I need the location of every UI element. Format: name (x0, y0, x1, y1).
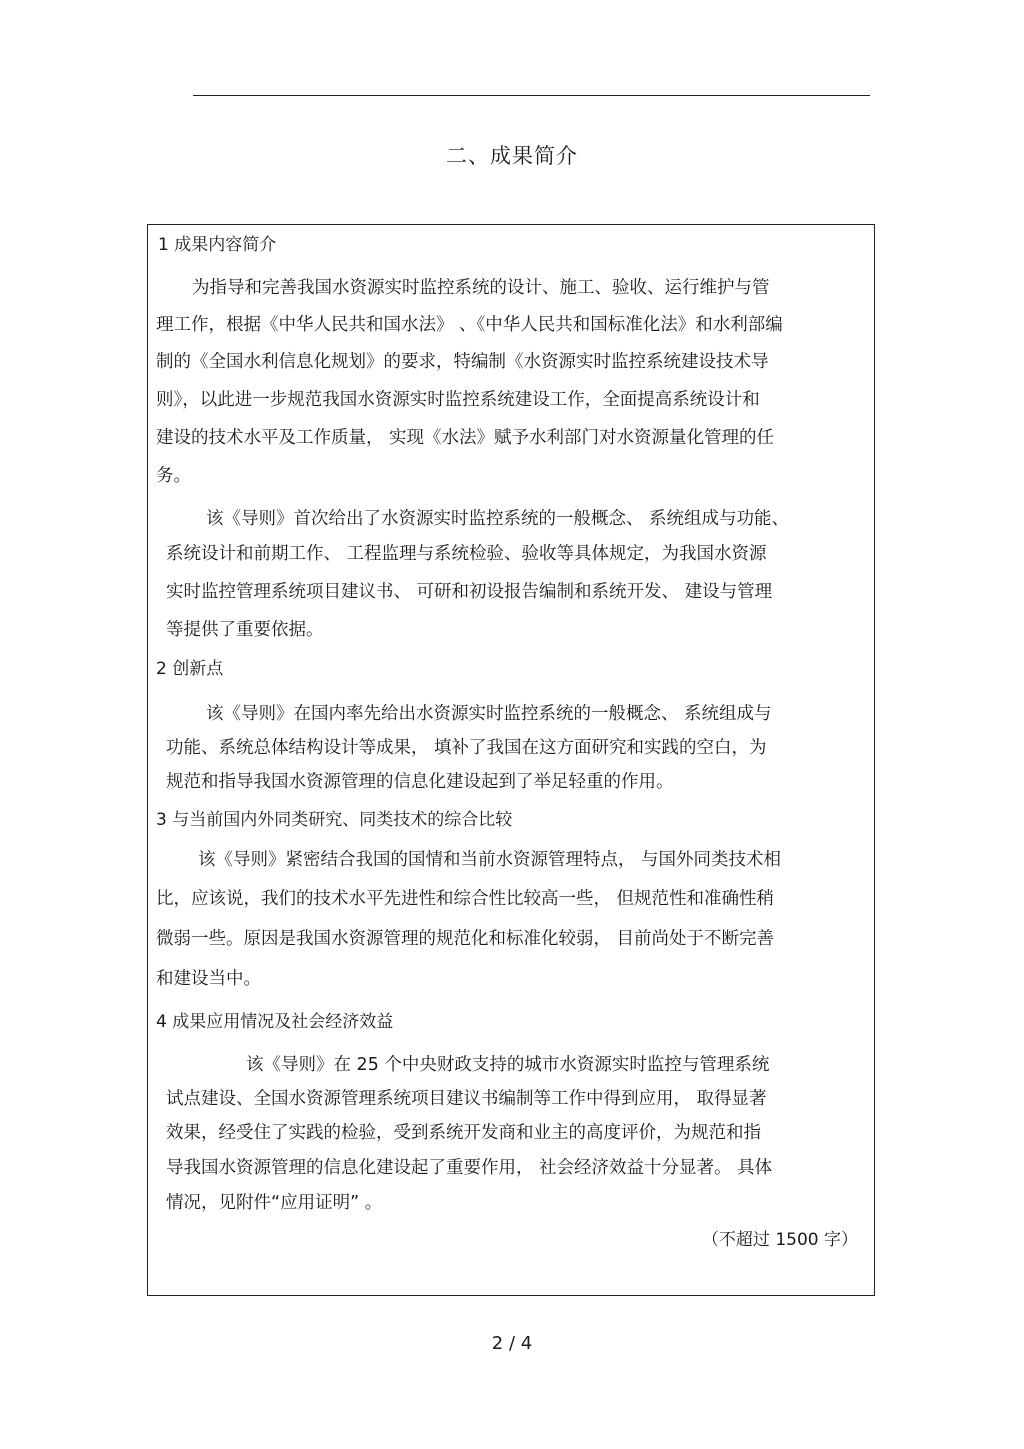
paragraph-line: 功能、系统总体结构设计等成果， 填补了我国在这方面研究和实践的空白，为 (166, 738, 767, 758)
paragraph-line: 实时监控管理系统项目建议书、 可研和初设报告编制和系统开发、 建设与管理 (166, 582, 773, 602)
paragraph-line: 试点建设、全国水资源管理系统项目建议书编制等工作中得到应用， 取得显著 (166, 1089, 767, 1109)
paragraph-line: 系统设计和前期工作、 工程监理与系统检验、验收等具体规定，为我国水资源 (166, 544, 767, 564)
paragraph-line: 该《导则》在国内率先给出水资源实时监控系统的一般概念、 系统组成与 (206, 704, 772, 724)
paragraph-line: 导我国水资源管理的信息化建设起了重要作用， 社会经济效益十分显著。 具体 (166, 1158, 773, 1178)
section-heading-1: 1 成果内容简介 (158, 235, 277, 255)
paragraph-line: 规范和指导我国水资源管理的信息化建设起到了举足轻重的作用。 (166, 772, 674, 792)
paragraph-line: 和建设当中。 (156, 969, 261, 989)
section-heading-3: 3 与当前国内外同类研究、同类技术的综合比较 (156, 810, 513, 830)
paragraph-line: 情况，见附件“应用证明” 。 (166, 1193, 383, 1213)
paragraph-line: 该《导则》紧密结合我国的国情和当前水资源管理特点， 与国外同类技术相 (198, 850, 782, 870)
paragraph-line: 效果，经受住了实践的检验，受到系统开发商和业主的高度评价，为规范和指 (166, 1123, 761, 1143)
content-box (147, 224, 875, 1296)
paragraph-line: 微弱一些。原因是我国水资源管理的规范化和标准化较弱， 目前尚处于不断完善 (156, 929, 775, 949)
paragraph-line: 理工作，根据《中华人民共和国水法》 、《中华人民共和国标准化法》和水利部编 (156, 315, 783, 335)
header-rule (193, 95, 870, 96)
paragraph-line: 为指导和完善我国水资源实时监控系统的设计、施工、验收、运行维护与管 (192, 278, 770, 298)
page-title: 二、成果简介 (446, 144, 578, 168)
page-number: 2 / 4 (491, 1333, 533, 1354)
paragraph-line: 务。 (156, 466, 191, 486)
section-heading-4: 4 成果应用情况及社会经济效益 (156, 1012, 394, 1032)
paragraph-line: 该《导则》在 25 个中央财政支持的城市水资源实时监控与管理系统 (246, 1055, 770, 1075)
paragraph-line: 制的《全国水利信息化规划》的要求，特编制《水资源实时监控系统建设技术导 (156, 352, 769, 372)
paragraph-line: 等提供了重要依据。 (166, 620, 324, 640)
paragraph-line: 建设的技术水平及工作质量， 实现《水法》赋予水利部门对水资源量化管理的任 (156, 428, 775, 448)
paragraph-line: 比，应该说，我们的技术水平先进性和综合性比较高一些， 但规范性和准确性稍 (156, 889, 775, 909)
paragraph-line: 则》，以此进一步规范我国水资源实时监控系统建设工作，全面提高系统设计和 (156, 390, 760, 410)
word-limit-note: （不超过 1500 字） (701, 1230, 858, 1250)
section-heading-2: 2 创新点 (156, 659, 224, 679)
paragraph-line: 该《导则》首次给出了水资源实时监控系统的一般概念、 系统组成与功能、 (206, 509, 790, 529)
